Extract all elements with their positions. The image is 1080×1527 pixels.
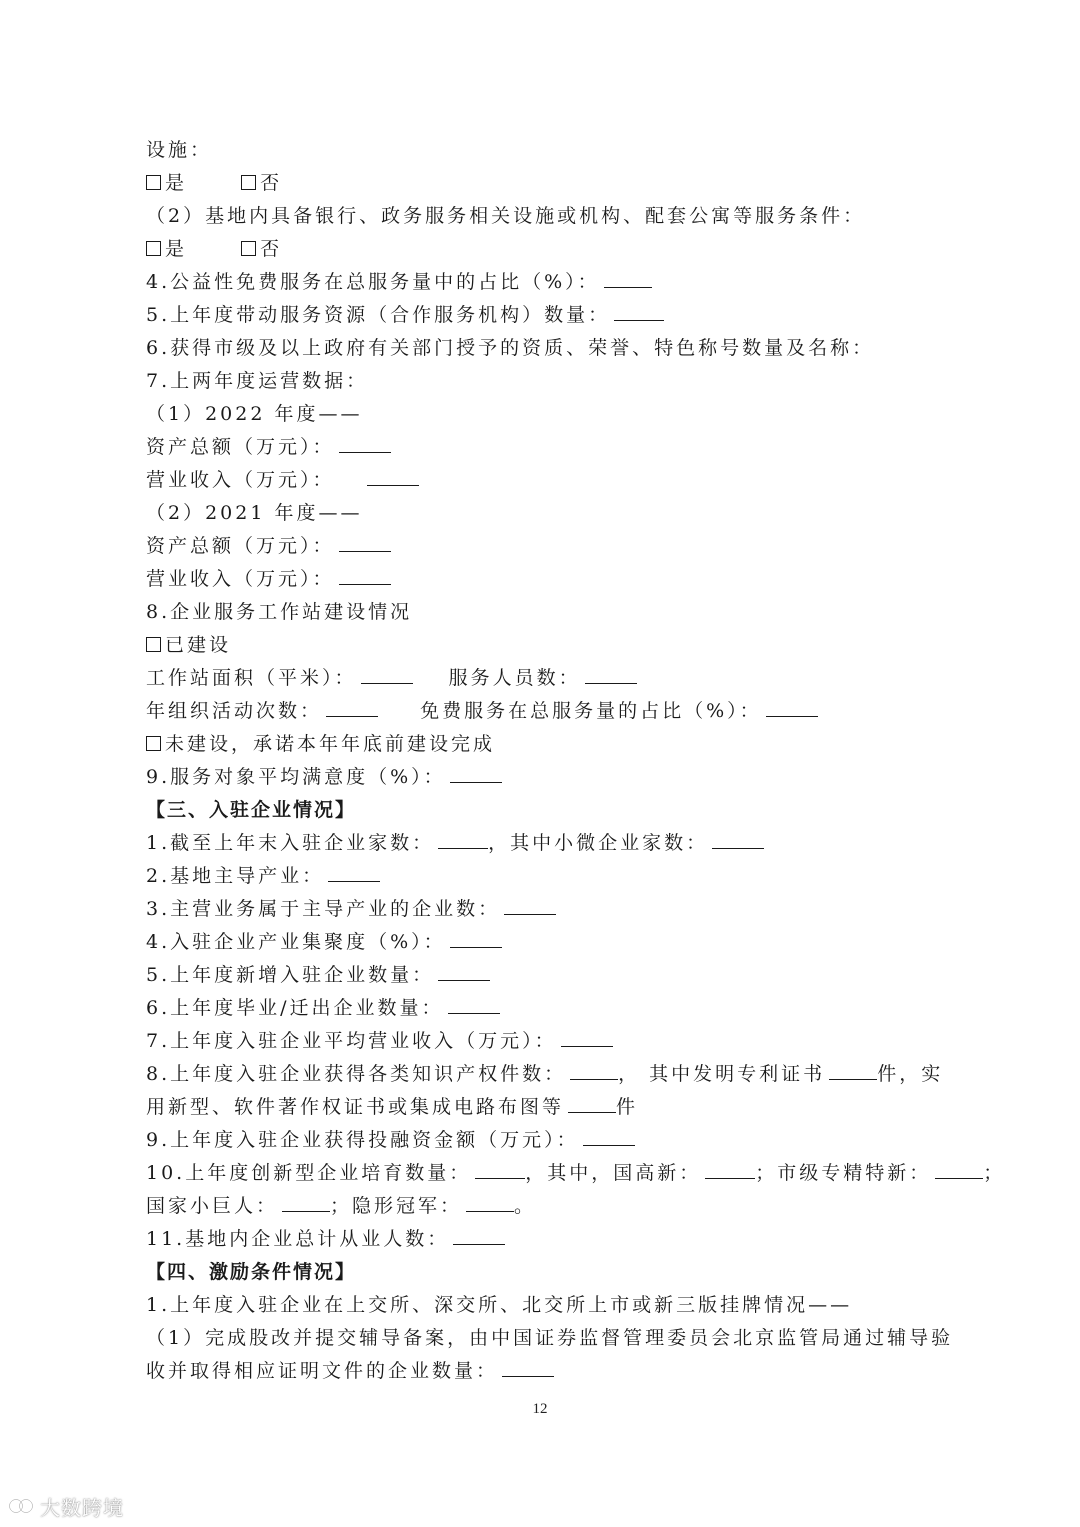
free-ratio-label: 免费服务在总服务量的占比（%）：: [420, 700, 762, 722]
watermark-logo-icon: [8, 1497, 34, 1515]
blank-field[interactable]: [450, 762, 502, 783]
text: （2）基地内具备银行、政务服务相关设施或机构、配套公寓等服务条件：: [146, 205, 866, 227]
checkbox-yes-label: 是: [165, 172, 188, 194]
checkbox-no-label: 否: [260, 238, 283, 260]
text: 3.主营业务属于主导产业的企业数：: [146, 898, 501, 920]
text: 9.服务对象平均满意度（%）：: [146, 766, 446, 788]
text: 。: [514, 1195, 537, 1217]
text-line: [146, 1157, 1006, 1190]
text-line: [146, 827, 956, 860]
blank-field[interactable]: [504, 894, 556, 915]
text-line: [146, 200, 956, 233]
text-line: [146, 695, 956, 728]
text-line: [146, 134, 956, 167]
checkbox-built-label: 已建设: [165, 634, 232, 656]
blank-field[interactable]: [614, 300, 664, 321]
text-line: [146, 959, 956, 992]
blank-field[interactable]: [450, 927, 502, 948]
text-line: [146, 1190, 956, 1223]
text: 收并取得相应证明文件的企业数量：: [146, 1360, 499, 1382]
text: 【四、激励条件情况】: [146, 1261, 357, 1283]
text: 2.基地主导产业：: [146, 865, 325, 887]
document-body: [146, 134, 1006, 1388]
blank-field[interactable]: [466, 1191, 514, 1212]
text: 用新型、软件著作权证书或集成电路布图等: [146, 1096, 565, 1118]
blank-field[interactable]: [604, 267, 652, 288]
text-line: [146, 1355, 956, 1388]
section-heading: [146, 794, 956, 827]
text-line: [146, 761, 956, 794]
text: 国家小巨人：: [146, 1195, 279, 1217]
text: 8.上年度入驻企业获得各类知识产权件数：: [146, 1063, 567, 1085]
text: 4.入驻企业产业集聚度（%）：: [146, 931, 446, 953]
blank-field[interactable]: [282, 1191, 330, 1212]
text: 8.企业服务工作站建设情况: [146, 601, 413, 623]
text: 5.上年度新增入驻企业数量：: [146, 964, 435, 986]
staff-count-label: 服务人员数：: [448, 667, 581, 689]
text: 营业收入（万元）：: [146, 469, 335, 491]
text-line: [146, 860, 956, 893]
blank-field[interactable]: [475, 1158, 525, 1179]
blank-field[interactable]: [705, 1158, 755, 1179]
text: 件: [616, 1096, 639, 1118]
text: 7.上年度入驻企业平均营业收入（万元）：: [146, 1030, 557, 1052]
text-line: [146, 1058, 956, 1091]
checkbox-yes-label: 是: [165, 238, 188, 260]
checkbox-yes[interactable]: [146, 175, 161, 190]
text: 1.上年度入驻企业在上交所、深交所、北交所上市或新三版挂牌情况——: [146, 1294, 853, 1316]
blank-field[interactable]: [712, 828, 764, 849]
text-line: [146, 1025, 956, 1058]
text: 5.上年度带动服务资源（合作服务机构）数量：: [146, 304, 611, 326]
text-line: [146, 398, 956, 431]
text-line: [146, 1223, 956, 1256]
checkbox-row: [146, 167, 956, 200]
blank-field[interactable]: [583, 1125, 635, 1146]
blank-field[interactable]: [568, 1092, 616, 1113]
checkbox-no[interactable]: [241, 241, 256, 256]
blank-field[interactable]: [339, 531, 391, 552]
text: ；: [983, 1162, 1006, 1184]
text-line: [146, 497, 956, 530]
checkbox-yes[interactable]: [146, 241, 161, 256]
text: 1.截至上年末入驻企业家数：: [146, 832, 435, 854]
text: ；隐形冠军：: [330, 1195, 463, 1217]
text-line: [146, 563, 956, 596]
blank-field[interactable]: [438, 960, 490, 981]
text: 6.获得市级及以上政府有关部门授予的资质、荣誉、特色称号数量及名称：: [146, 337, 875, 359]
text-line: [146, 365, 956, 398]
text-line: [146, 662, 956, 695]
checkbox-row: [146, 728, 956, 761]
blank-field[interactable]: [339, 564, 391, 585]
text: （1）完成股改并提交辅导备案，由中国证券监督管理委员会北京监管局通过辅导验: [146, 1327, 954, 1349]
text: ；市级专精特新：: [755, 1162, 932, 1184]
text-line: [146, 596, 956, 629]
blank-field[interactable]: [502, 1356, 554, 1377]
checkbox-no-label: 否: [260, 172, 283, 194]
blank-field[interactable]: [326, 696, 378, 717]
text: ，其中，国高新：: [525, 1162, 702, 1184]
blank-field[interactable]: [453, 1224, 505, 1245]
blank-field[interactable]: [367, 465, 419, 486]
checkbox-row: [146, 629, 956, 662]
text: 营业收入（万元）：: [146, 568, 335, 590]
checkbox-no[interactable]: [241, 175, 256, 190]
page-number: 12: [532, 1401, 548, 1417]
text-line: [146, 992, 956, 1025]
watermark: [8, 1492, 124, 1520]
text-line: [146, 926, 956, 959]
text: 资产总额（万元）：: [146, 436, 335, 458]
checkbox-row: [146, 233, 956, 266]
blank-field[interactable]: [438, 828, 488, 849]
text-line: [146, 530, 956, 563]
text: 7.上两年度运营数据：: [146, 370, 369, 392]
text-line: [146, 299, 956, 332]
blank-field[interactable]: [339, 432, 391, 453]
text: 4.公益性免费服务在总服务量中的占比（%）：: [146, 271, 600, 293]
text: 资产总额（万元）：: [146, 535, 335, 557]
text-line: [146, 1289, 956, 1322]
checkbox-not-built-label: 未建设，承诺本年年底前建设完成: [165, 733, 496, 755]
section-heading: [146, 1256, 956, 1289]
text-line: [146, 464, 956, 497]
text: 11.基地内企业总计从业人数：: [146, 1228, 450, 1250]
activity-count-label: 年组织活动次数：: [146, 700, 323, 722]
text: 设施：: [146, 139, 213, 161]
blank-field[interactable]: [448, 993, 500, 1014]
text: 10.上年度创新型企业培育数量：: [146, 1162, 472, 1184]
text: ，其中小微企业家数：: [488, 832, 709, 854]
watermark-text: 大数跨境: [40, 1495, 124, 1520]
checkbox-not-built[interactable]: [146, 736, 161, 751]
text: （1）2022 年度——: [146, 403, 363, 425]
text: （2）2021 年度——: [146, 502, 363, 524]
blank-field[interactable]: [561, 1026, 613, 1047]
text: 9.上年度入驻企业获得投融资金额（万元）：: [146, 1129, 579, 1151]
text: 6.上年度毕业/迁出企业数量：: [146, 997, 444, 1019]
text-line: [146, 893, 956, 926]
text: 件，实: [877, 1063, 944, 1085]
blank-field[interactable]: [766, 696, 818, 717]
blank-field[interactable]: [328, 861, 380, 882]
blank-field[interactable]: [361, 663, 413, 684]
station-area-label: 工作站面积（平米）：: [146, 667, 357, 689]
text-line: [146, 1124, 956, 1157]
blank-field[interactable]: [585, 663, 637, 684]
text: 【三、入驻企业情况】: [146, 799, 357, 821]
text-line: [146, 1322, 956, 1355]
text-line: [146, 266, 956, 299]
text: ， 其中发明专利证书: [618, 1063, 826, 1085]
text-line: [146, 1091, 956, 1124]
text-line: [146, 431, 956, 464]
blank-field[interactable]: [935, 1158, 983, 1179]
text-line: [146, 332, 956, 365]
blank-field[interactable]: [829, 1059, 877, 1080]
checkbox-built[interactable]: [146, 637, 161, 652]
blank-field[interactable]: [570, 1059, 618, 1080]
